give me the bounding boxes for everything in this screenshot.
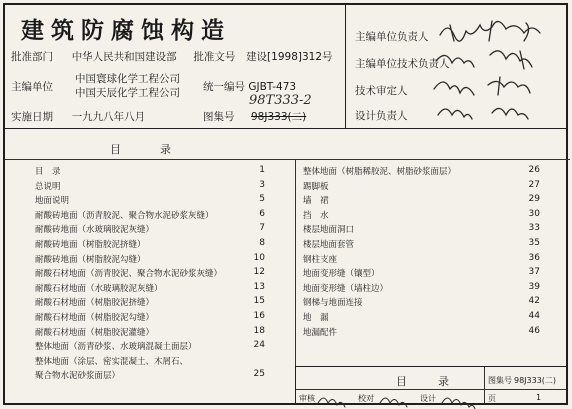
toc-page-number: 46 (528, 325, 540, 336)
toc-page-number: 5 (259, 194, 265, 205)
approval-doc-label: 批准文号 (193, 51, 236, 63)
toc-column-divider (295, 160, 296, 366)
toc-page-number: 3 (259, 179, 265, 190)
toc-entry: 耐酸石材地面（树脂胶泥灌缝） (35, 327, 155, 338)
check-label: 校对 (358, 394, 374, 403)
handwritten-signatures (430, 13, 565, 125)
toc-page-number: 25 (253, 369, 265, 380)
title-block (295, 366, 566, 403)
tech-leader-label: 主编单位技术负责人 (355, 58, 450, 70)
toc-divider (5, 159, 570, 160)
toc-entry: 耐酸砖地面（水玻璃胶泥灰缝） (35, 225, 155, 236)
toc-entry: 耐酸砖地面（沥青胶泥、聚合物水泥砂浆灰缝） (35, 210, 214, 221)
toc-page-number: 42 (528, 296, 540, 307)
editor-unit-label: 主编单位 (11, 81, 53, 93)
toc-page-number: 27 (528, 179, 540, 190)
approval-dept-value: 中华人民共和国建设部 (71, 51, 177, 63)
toc-entry: 地面说明 (35, 196, 70, 207)
toc-entry: 耐酸砖地面（树脂胶泥勾缝） (35, 254, 146, 265)
atlas-no-label: 图集号 (203, 111, 235, 123)
atlas-no-handwritten: 98T333-2 (249, 93, 312, 108)
toc-page-number: 39 (528, 281, 540, 292)
title-block-signatures (316, 389, 484, 409)
toc-page-number: 7 (259, 223, 265, 234)
toc-page-number: 24 (253, 340, 265, 351)
toc-page-number: 18 (253, 325, 265, 336)
toc-entry: 钢梯与地面连接 (303, 298, 363, 309)
toc-entry: 地 漏 (303, 313, 329, 323)
review-label: 审核 (299, 394, 315, 403)
date-row (11, 109, 145, 124)
date-value: 一九九八年八月 (71, 111, 146, 123)
title-block-name: 目 录 (396, 375, 459, 388)
toc-title: 目 录 (110, 143, 185, 156)
tech-review-label: 技术审定人 (355, 85, 408, 97)
leader-label: 主编单位负责人 (355, 31, 429, 43)
toc-entry: 耐酸石材地面（树脂胶泥挤缝） (35, 298, 155, 309)
toc-entry: 整体地面（沥青砂浆、水玻璃混凝土面层） (35, 342, 197, 353)
toc-entry: 耐酸砖地面（树脂胶泥挤缝） (35, 240, 146, 250)
approval-doc-value: 建设[1998]312号 (246, 51, 333, 63)
toc-page-number: 10 (253, 252, 265, 263)
toc-entry: 整体地面（涂层、密实混凝土、木屑石、 (35, 356, 189, 367)
tb-vline-1 (484, 367, 485, 403)
toc-page-number: 36 (528, 252, 540, 263)
toc-entry: 整体地面（树脂稀胶泥、树脂砂浆面层） (303, 167, 457, 177)
design-leader-label: 设计负责人 (355, 110, 408, 122)
toc-page-number: 26 (528, 165, 540, 175)
toc-page-number: 16 (253, 311, 265, 321)
toc-entry: 总说明 (35, 181, 61, 192)
page-value: 1 (536, 393, 542, 402)
toc-entry: 地面变形缝（墙柱边） (303, 283, 389, 294)
editor-unit-value-1: 中国寰球化学工程公司 (75, 73, 180, 85)
toc-entry: 踢脚板 (303, 181, 329, 192)
design-label: 设计 (420, 394, 436, 403)
toc-page-number: 13 (253, 281, 265, 292)
toc-page-number: 8 (259, 238, 265, 248)
header-left (5, 5, 346, 128)
title-block-atlas-value: 98J333(二) (514, 376, 557, 385)
approval-dept-label: 批准部门 (11, 51, 53, 63)
toc-page-number: 6 (259, 208, 265, 219)
toc-entry: 钢柱支座 (303, 254, 338, 265)
toc-entry: 耐酸石材地面（沥青胶泥、聚合物水泥砂浆灰缝） (35, 269, 223, 280)
toc-entry: 耐酸石材地面（水玻璃胶泥灰缝） (35, 283, 163, 294)
toc-page-number: 44 (528, 311, 540, 321)
toc-entry: 目 录 (35, 167, 61, 177)
toc-page-number: 1 (259, 165, 265, 175)
toc-entry: 地面变形缝（镶型） (303, 269, 380, 280)
toc-page-number: 33 (528, 223, 540, 234)
drawing-frame (3, 3, 568, 405)
toc-page-number: 29 (528, 194, 540, 205)
toc-entry: 耐酸石材地面（树脂胶泥勾缝） (35, 313, 155, 323)
toc-page-number: 12 (253, 267, 265, 278)
toc-page-number: 37 (528, 267, 540, 278)
date-label: 实施日期 (11, 111, 53, 123)
toc-entry: 挡 水 (303, 210, 329, 221)
title-block-atlas-label: 图集号 (488, 376, 512, 385)
header-block (5, 5, 566, 129)
toc-page-number: 35 (528, 238, 540, 248)
editor-unit-value-2: 中国天辰化学工程公司 (75, 87, 180, 99)
page-label: 页 (488, 394, 496, 403)
toc-entry: 地漏配件 (303, 327, 338, 338)
atlas-no-old: 98J333(二) (251, 111, 307, 123)
toc-entry: 楼层地面洞口 (303, 225, 355, 236)
unified-no-value: GJBT-473 (248, 81, 297, 93)
toc-page-number: 30 (528, 208, 540, 219)
toc-entry: 楼层地面套管 (303, 240, 355, 250)
toc-page-number: 15 (253, 296, 265, 307)
unified-no (203, 79, 296, 94)
unified-no-label: 统一编号 (203, 81, 245, 93)
toc-entry: 聚合物水泥砂浆面层） (35, 371, 121, 382)
approval-row (11, 49, 333, 64)
atlas-title: 建筑防腐蚀构造 (21, 18, 231, 44)
toc-entry: 墙 裙 (303, 196, 329, 207)
